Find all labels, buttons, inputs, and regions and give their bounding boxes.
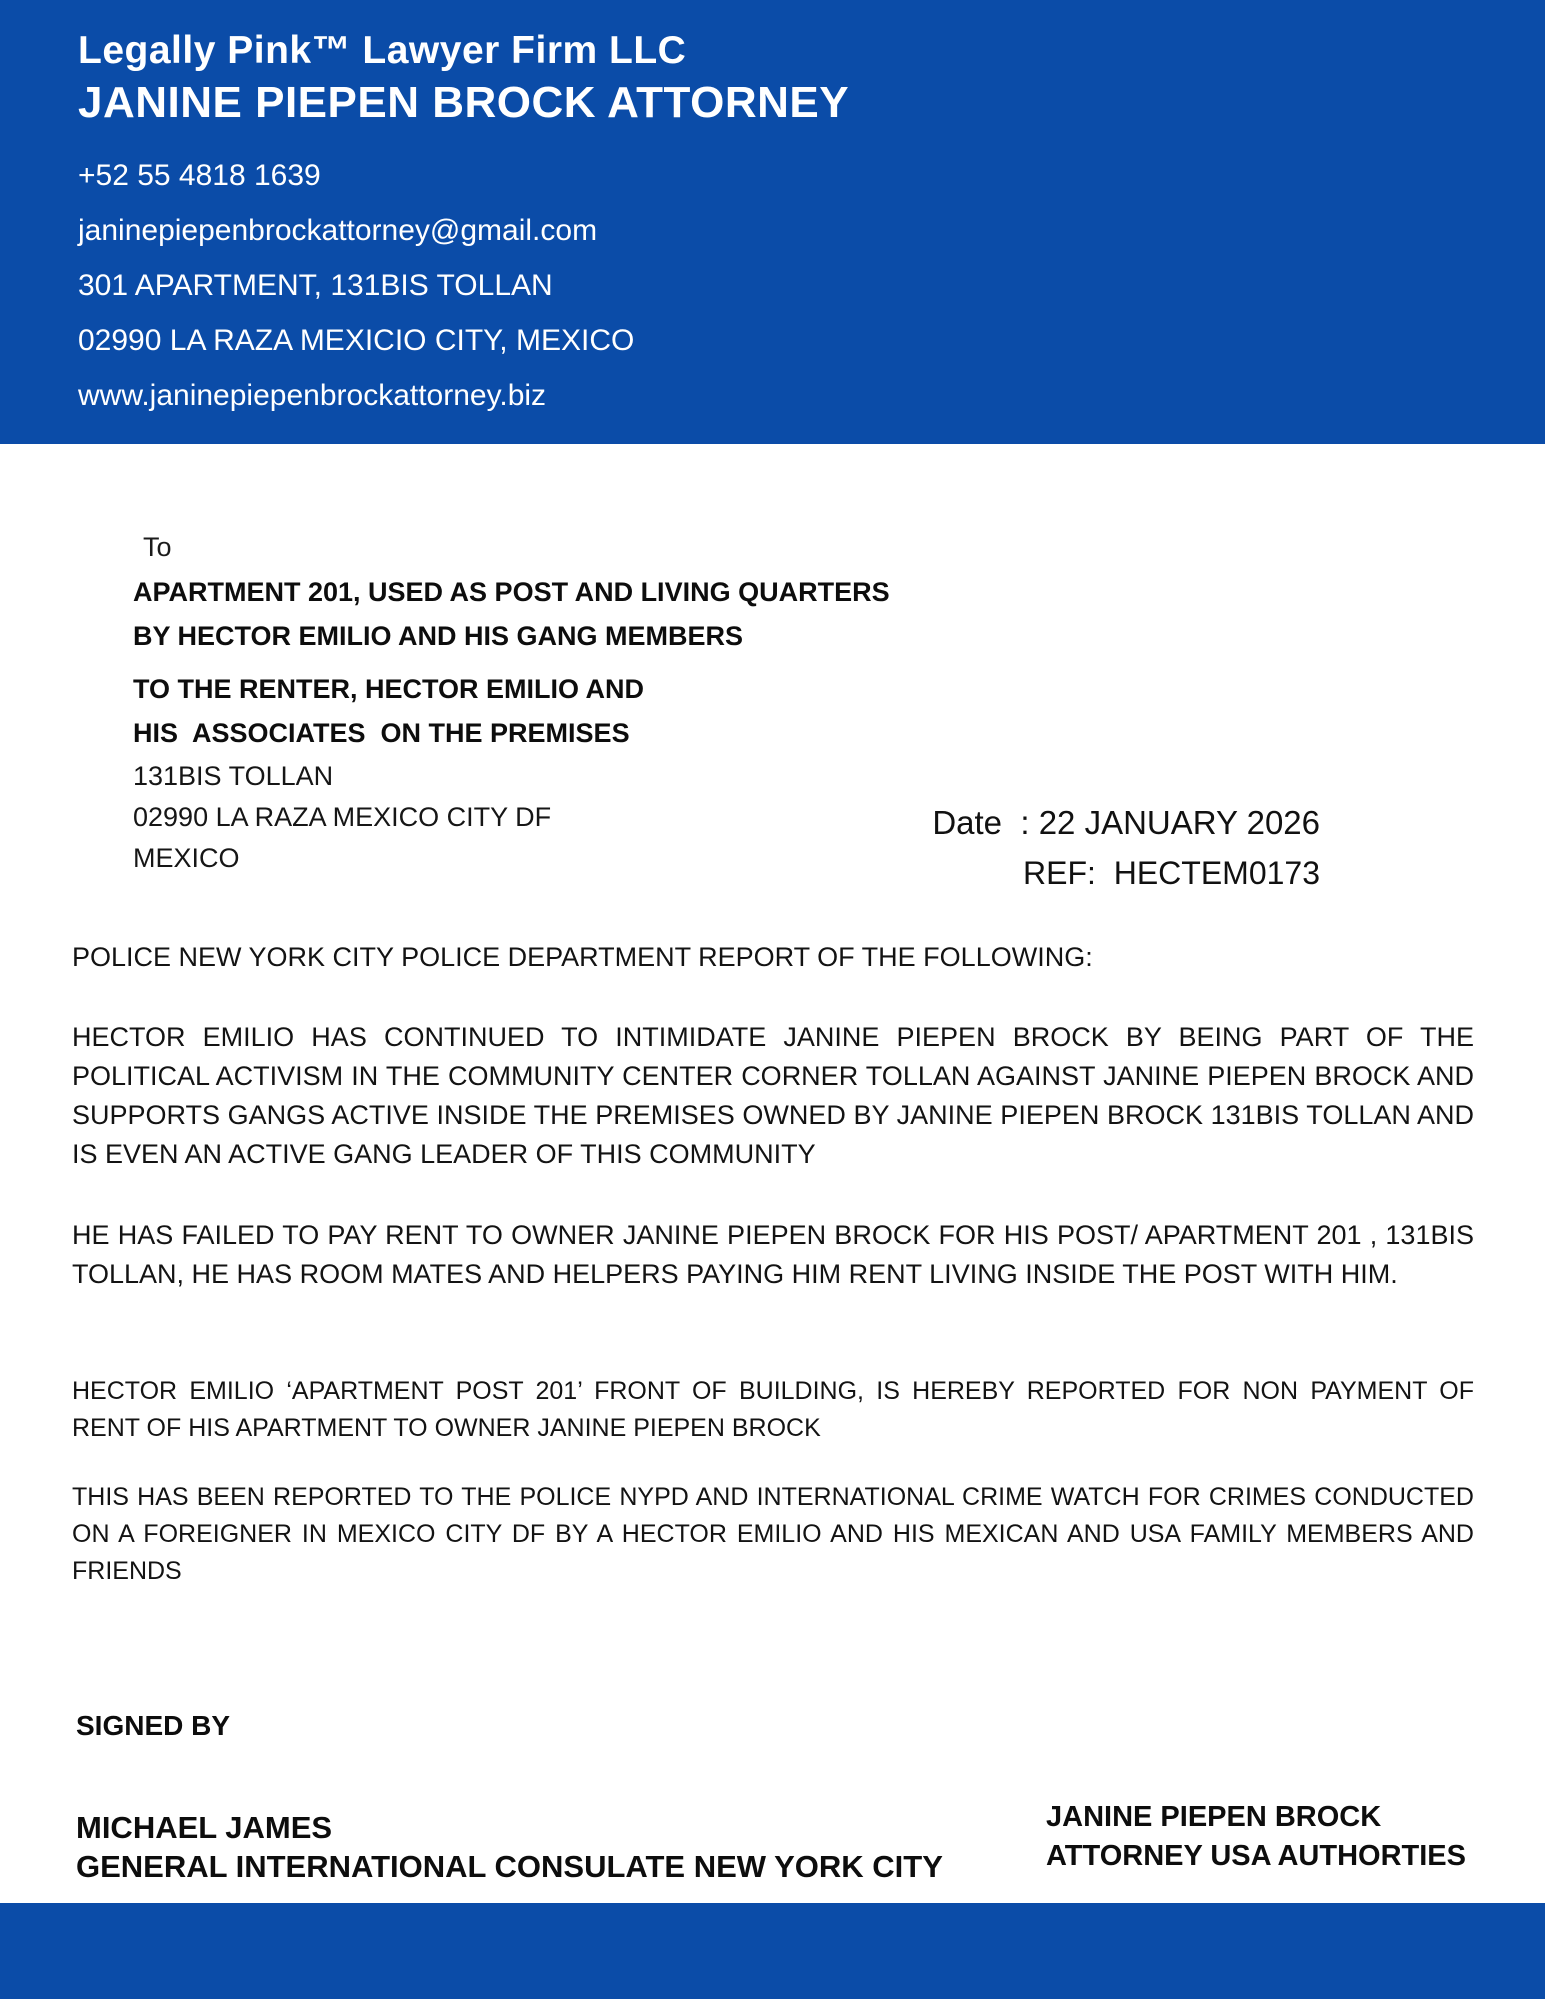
- header-website: www.janinepiepenbrockattorney.biz: [78, 379, 547, 412]
- header-contact-block: [78, 148, 1505, 423]
- recipient-gap: [133, 658, 890, 667]
- recipient-address-line-1: 131BIS TOLLAN: [133, 761, 334, 791]
- body-paragraph-3: HECTOR EMILIO ‘APARTMENT POST 201’ FRONT OF BUILDING, IS HEREBY REPORTED FOR NON PAYMENT OF RENT OF HIS APARTMENT TO OWNER JANINE PIEPEN BROCK: [72, 1377, 1474, 1442]
- recipient-address-block: [133, 756, 551, 879]
- signer-right-name: JANINE PIEPEN BROCK: [1046, 1801, 1382, 1833]
- signer-right-title: ATTORNEY USA AUTHORTIES: [1046, 1840, 1466, 1872]
- body-paragraph-2: HE HAS FAILED TO PAY RENT TO OWNER JANINE PIEPEN BROCK FOR HIS POST/ APARTMENT 201 , 131BIS TOLLAN, HE HAS ROOM MATES AND HELPERS PAYING HIM RENT LIVING INSIDE THE POST WITH HIM.: [72, 1220, 1474, 1289]
- body-paragraph-1: HECTOR EMILIO HAS CONTINUED TO INTIMIDATE JANINE PIEPEN BROCK BY BEING PART OF THE POLITICAL ACTIVISM IN THE COMMUNITY CENTER CORNER TOLLAN AGAINST JANINE PIEPEN BROCK AND SUPPORTS GANGS ACTIVE INSIDE THE PREMISES OWNED BY JANINE PIEPEN BROCK 131BIS TOLLAN AND IS EVEN AN ACTIVE GANG LEADER OF THIS COMMUNITY: [72, 1022, 1474, 1169]
- to-label: To: [143, 532, 172, 562]
- recipient-address-line-2: 02990 LA RAZA MEXICO CITY DF: [133, 802, 552, 832]
- date-line: Date : 22 JANUARY 2026: [932, 804, 1320, 841]
- signer-left-title: GENERAL INTERNATIONAL CONSULATE NEW YORK CITY: [76, 1849, 943, 1884]
- recipient-block: [133, 570, 890, 755]
- header-address-line1: 301 APARTMENT, 131BIS TOLLAN: [78, 269, 553, 302]
- footer-band: [0, 1903, 1545, 1999]
- header-phone: +52 55 4818 1639: [78, 159, 321, 192]
- header-band: [0, 0, 1545, 444]
- body-intro: POLICE NEW YORK CITY POLICE DEPARTMENT REPORT OF THE FOLLOWING:: [72, 942, 1093, 972]
- attorney-name: JANINE PIEPEN BROCK ATTORNEY: [78, 78, 850, 127]
- signed-by-label: SIGNED BY: [76, 1710, 231, 1741]
- date-ref-block: [932, 798, 1320, 898]
- recipient-line-2: BY HECTOR EMILIO AND HIS GANG MEMBERS: [133, 621, 744, 651]
- firm-name: Legally Pink™ Lawyer Firm LLC: [78, 29, 687, 72]
- recipient-line-1: APARTMENT 201, USED AS POST AND LIVING QUARTERS: [133, 577, 890, 607]
- recipient-line-3: TO THE RENTER, HECTOR EMILIO AND: [133, 674, 645, 704]
- signer-left-name: MICHAEL JAMES: [76, 1810, 333, 1845]
- body-paragraph-4: THIS HAS BEEN REPORTED TO THE POLICE NYPD AND INTERNATIONAL CRIME WATCH FOR CRIMES CONDUCTED ON A FOREIGNER IN MEXICO CITY DF BY A HECTOR EMILIO AND HIS MEXICAN AND USA FAMILY MEMBERS AND FRIENDS: [72, 1483, 1474, 1585]
- recipient-line-4: HIS ASSOCIATES ON THE PREMISES: [133, 718, 630, 748]
- recipient-address-line-3: MEXICO: [133, 843, 240, 873]
- signer-right-block: [1046, 1798, 1466, 1876]
- ref-line: REF: HECTEM0173: [1023, 855, 1320, 891]
- header-address-line2: 02990 LA RAZA MEXICIO CITY, MEXICO: [78, 324, 635, 357]
- header-email: janinepiepenbrockattorney@gmail.com: [78, 214, 598, 247]
- signer-left-block: [76, 1808, 943, 1886]
